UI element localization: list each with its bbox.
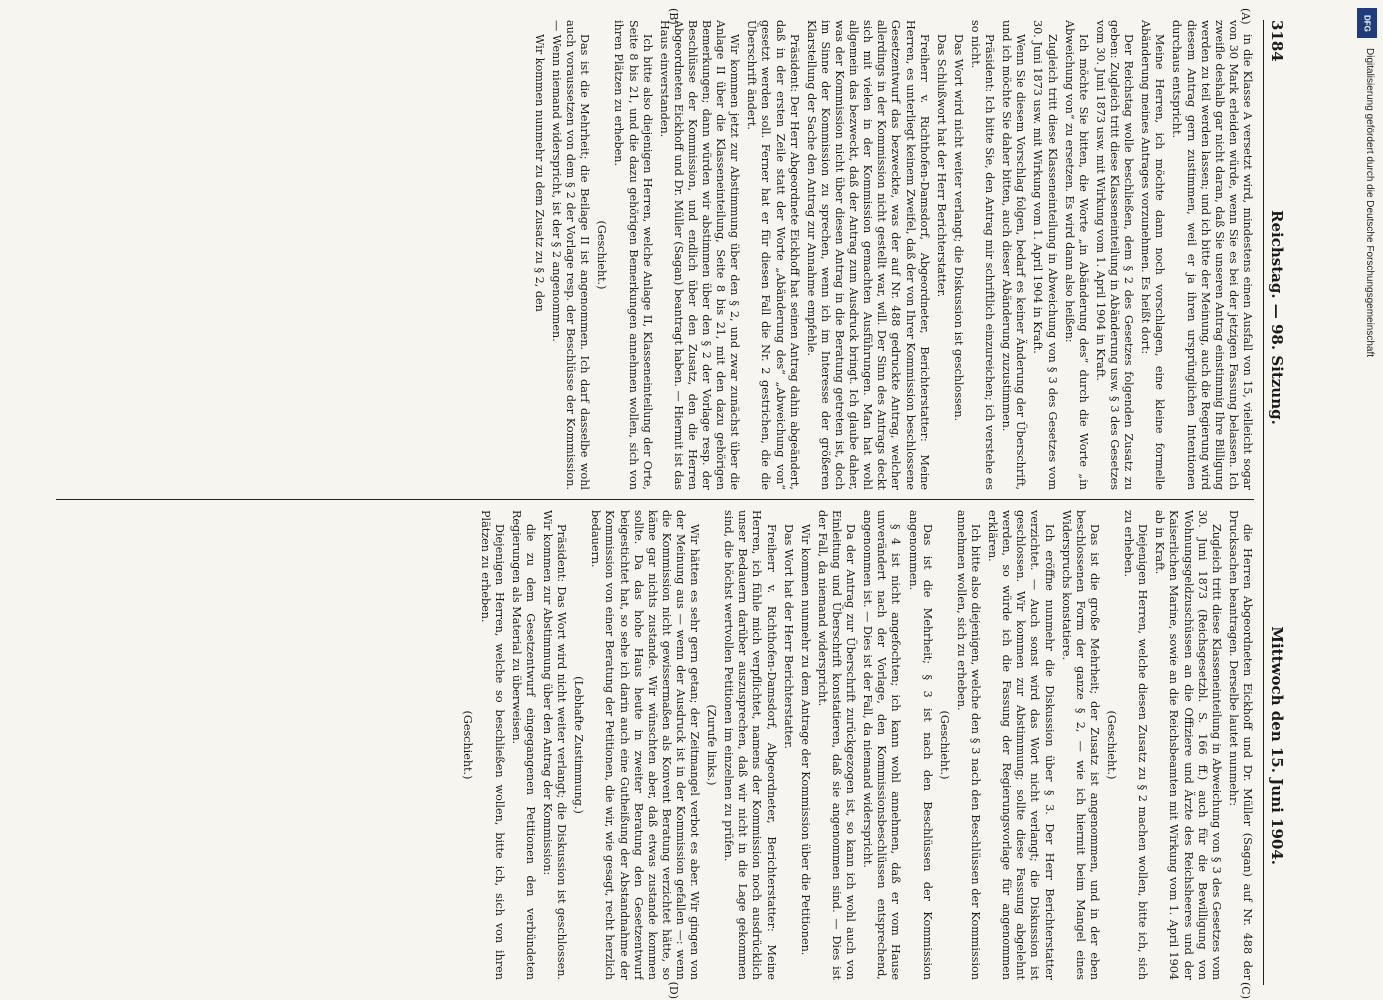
right-column-paragraph: (Geschieht.): [1105, 710, 1119, 780]
funding-credit: Digitalisierung gefördert durch die Deutsche Forschungsgemeinschaft: [1364, 48, 1375, 358]
left-column-paragraph: Zugleich tritt diese Klasseneinteilung in Abweichung von § 3 des Gesetzes vom 30. Juni 1873 usw. mit Wirkung vom 1. April 1904 in Kraft.: [1031, 20, 1059, 490]
left-column: [56, 20, 1254, 490]
right-column-paragraph: Diejenigen Herren, welche so beschließen wollen, bitte ich, sich von ihren Plätzen zu erheben.: [478, 510, 506, 980]
right-column-paragraph: Wir kommen nunmehr zu dem Antrage der Kommission über die Petitionen.: [798, 524, 812, 956]
right-column-paragraph: Zugleich tritt diese Klasseneinteilung in Abweichung von § 3 des Gesetzes vom 30. Juni 1873 (Reichsgesetzbl. S. 166 ff.) auch für die Bewilligung von Wohnungsgeldzuschüssen an die Offiziere und Ärzte des Reichsheeres und der Kaiserlichen Marine, sowie an die Reichsbeamten mit Wirkung vom 1. April 1904 ab in Kraft.: [1153, 510, 1223, 980]
right-column-paragraph: Diejenigen Herren, welche diesen Zusatz zu § 2 machen wollen, bitte ich, sich zu erheben.: [1122, 510, 1150, 980]
left-column-paragraph: Das Schlußwort hat der Herr Berichterstatter.: [934, 34, 948, 298]
margin-marker-a: (A): [1239, 8, 1252, 25]
right-column: [56, 510, 1254, 980]
digitization-sidebar: [1355, 8, 1377, 998]
session-title: Reichstag. — 98. Sitzung.: [1268, 210, 1286, 425]
left-column-paragraph: Wir kommen nunmehr zu dem Zusatz zu § 2, den: [532, 34, 546, 312]
right-column-paragraph: (Zurufe links.): [705, 704, 719, 786]
right-column-paragraph: Ich bitte also diejenigen, welche den § 3 nach den Beschlüssen der Kommission annehmen wollen, sich zu erheben.: [954, 510, 983, 980]
margin-marker-b: (B): [667, 8, 680, 25]
left-column-paragraph: Ich bitte also diejenigen Herren, welche Anlage II, Klasseneinteilung der Orte, Seite 8 bis 21, und die dazu gehörigen Bemerkungen annehmen wollen, sich von ihren Plätzen zu erheben.: [612, 20, 654, 490]
margin-marker-c: (C): [1239, 982, 1252, 999]
right-column-paragraph: Ich eröffne nunmehr die Diskussion über § 3. Der Herr Berichterstatter verzichtet. — Auch sonst wird das Wort nicht verlangt; die Diskussion ist geschlossen. Wir kommen zur Abstimmung; sollte diese Fassung abgelehnt werden, so würde ich die Fassung der Regierungsvorlage für angenommen erklären.: [986, 510, 1056, 980]
left-column-paragraph: (Geschieht.): [595, 220, 609, 290]
left-column-paragraph: Wenn Sie diesem Vorschlag folgen, bedarf es keiner Änderung der Überschrift, und ich möchte Sie daher bitten, auch dieser Abänderung zuzustimmen.: [1000, 20, 1028, 490]
rotated-page-content: [50, 8, 1290, 999]
document-page: [50, 8, 1290, 999]
right-column-paragraph: (Geschieht.): [937, 710, 951, 780]
left-column-paragraph: Das ist die Mehrheit; die Beilage II ist angenommen. Ich darf dasselbe wohl auch voraussetzen von dem § 2 der Vorlage resp. der Beschlüsse der Kommission. — Wenn niemand widerspricht, ist der § 2 angenommen.: [549, 20, 592, 490]
right-column-paragraph: (Geschieht.): [461, 710, 475, 780]
page-number: 3184: [1268, 20, 1286, 62]
left-column-paragraph: in die Klasse A versetzt wird, mindestens einen Ausfall von 15, vielleicht sogar von 30 Mark erleiden würde, wenn Sie es bei der jetzigen Fassung belassen. Ich zweifle deshalb gar nicht daran, daß Sie unseren Antrag einstimmig Ihre Billigung werden zu teil werden lassen; und ich bitte der Meinung, auch die Regierung wird diesem Antrag gern zustimmen, weil er ja ihren ursprünglichen Intentionen durchaus entspricht.: [1170, 20, 1254, 490]
left-column-paragraph: Der Reichstag wolle beschließen, dem § 2 des Gesetzes folgenden Zusatz zu geben: Zugleich tritt diese Klasseneinteilung in Abänderung usw. § 3 des Gesetzes vom 30. Juni 1873 usw. mit Wirkung vom 1. April 1904 in Kraft.: [1093, 20, 1136, 490]
session-date: Mittwoch den 15. Juni 1904.: [1268, 626, 1286, 865]
right-column-paragraph: Das Wort hat der Herr Berichterstatter.: [781, 524, 795, 749]
left-column-paragraph: Das Wort wird nicht weiter verlangt; die Diskussion ist geschlossen.: [951, 34, 965, 422]
right-column-paragraph: Freiherr v. Richthofen-Damsdorf, Abgeordneter, Berichterstatter: Meine Herren, ich fühle mich verpflichtet, namens der Kommission noch ausdrücklich unser Bedauern darüber auszusprechen, daß wir nicht in die Lage gekommen sind, die höchst wertvollen Petitionen im einzelnen zu prüfen.: [722, 510, 778, 980]
right-column-paragraph: die Herren Abgeordneten Eickhoff und Dr. Müller (Sagan) auf Nr. 488 der Drucksachen beantragen. Derselbe lautet nunmehr:: [1226, 510, 1254, 980]
right-column-paragraph: Präsident: Das Wort wird nicht weiter verlangt; die Diskussion ist geschlossen. Wir kommen zur Abstimmung über den Antrag der Kommission:: [540, 510, 569, 980]
right-column-paragraph: Wir hätten es sehr gern getan; der Zeitmangel verbot es aber. Wir gingen von der Meinung aus — wenn der Ausdruck ist in der Kommission gefallen —: wenn die Kommission nicht gewissermaßen als Konvent Beratung verzichtet hätte, so käme gar nichts zustande. Wir wünschten aber, daß etwas zustande kommen sollte. Da das hohe Haus heute in zweiter Beratung den Gesetzentwurf beigestichtet hat, so sehe ich darin auch eine Gutheißung der Abstandnahme der Kommission von einer Beratung der Petitionen, die wir, wie gesagt, recht herzlich bedauern.: [589, 510, 702, 980]
right-column-paragraph: Das ist die große Mehrheit; der Zusatz ist angenommen, und in der eben beschlossenen Form der ganze § 2, — wie ich hiermit beim Mangel eines Widerspruchs konstatiere.: [1059, 510, 1101, 980]
right-column-paragraph: § 4 ist nicht angefochten; ich kann wohl annehmen, daß er vom Hause unverändert nach der Vorlage, den Kommissionsbeschlüssen entsprechend, angenommen ist. — Dies ist der Fall, da niemand widerspricht.: [861, 510, 903, 980]
right-column-paragraph: (Lebhafte Zustimmung.): [572, 676, 586, 814]
right-column-paragraph: die zu dem Gesetzentwurf eingegangenen Petitionen den verbündeten Regierungen als Material zu überweisen.: [509, 510, 537, 980]
right-column-paragraph: Da der Antrag zur Überschrift zurückgezogen ist, so kann ich wohl auch von Einleitung und Überschrift konstatieren, daß sie angenommen sind. — Dies ist der Fall, da niemand widerspricht.: [815, 510, 858, 980]
left-column-paragraph: Wir kommen jetzt zur Abstimmung über den § 2, und zwar zunächst über die Anlage II über die Klasseneinteilung, Seite 8 bis 21, mit den dazu gehörigen Bemerkungen; dann würden wir abstimmen über den § 2 der Vorlage resp. der Beschlüsse der Kommission, und endlich über den Zusatz, den die Herren Abgeordneten Eickhoff und Dr. Müller (Sagan) beantragt haben. — Hiermit ist das Haus einverstanden.: [657, 20, 742, 490]
left-column-paragraph: Ich möchte Sie bitten, die Worte „in Abänderung des“ durch die Worte „in Abweichung von“ zu ersetzen. Es wird dann also heißen:: [1062, 20, 1090, 490]
left-column-paragraph: Freiherr v. Richthofen-Damsdorf, Abgeordneter, Berichterstatter: Meine Herren, es unterliegt keinem Zweifel, daß der von Ihrer Kommission beschlossene Gesetzentwurf das bezweckte, was der auf Nr. 488 gedruckte Antrag, welcher allerdings in der Kommission nicht gestellt war, will. Der Sinn des Antrags deckt sich mit vielen in der Kommission gemachten Ausführungen. Man hat wohl allgemein das bezweckt, daß der Antrag zum Ausdruck bringt. Ich glaube daher, was der Kommission nicht über diesen Antrag in die Beratung getreten ist, doch im Sinne der Kommission zu sprechen, wenn ich im Interesse der größeren Klarstellung der Sache den Antrag zur Annahme empfehle.: [804, 20, 931, 490]
left-column-paragraph: Präsident: Der Herr Abgeordnete Eickhoff hat seinen Antrag dahin abgeändert, daß in der ersten Zeile statt der Worte „Abänderung des“ „Abweichung von“ gesetzt werden soll. Ferner hat er für diesen Fall die Nr. 2 gestrichen, die die Überschrift ändert.: [745, 20, 801, 490]
right-column-paragraph: Das ist die Mehrheit; § 3 ist nach den Beschlüssen der Kommission angenommen.: [906, 510, 934, 980]
left-column-paragraph: Meine Herren, ich möchte dann noch vorschlagen, eine kleine formelle Abänderung meines Antrages vorzunehmen. Es heißt dort:: [1139, 20, 1167, 490]
dfg-logo: DFG: [1357, 8, 1377, 38]
column-divider: [56, 499, 1254, 500]
left-column-paragraph: Präsident: Ich bitte Sie, den Antrag mir schriftlich einzureichen; ich verstehe es so nicht.: [969, 20, 997, 490]
margin-marker-d: (D): [667, 981, 680, 999]
page-header: [1263, 20, 1286, 985]
